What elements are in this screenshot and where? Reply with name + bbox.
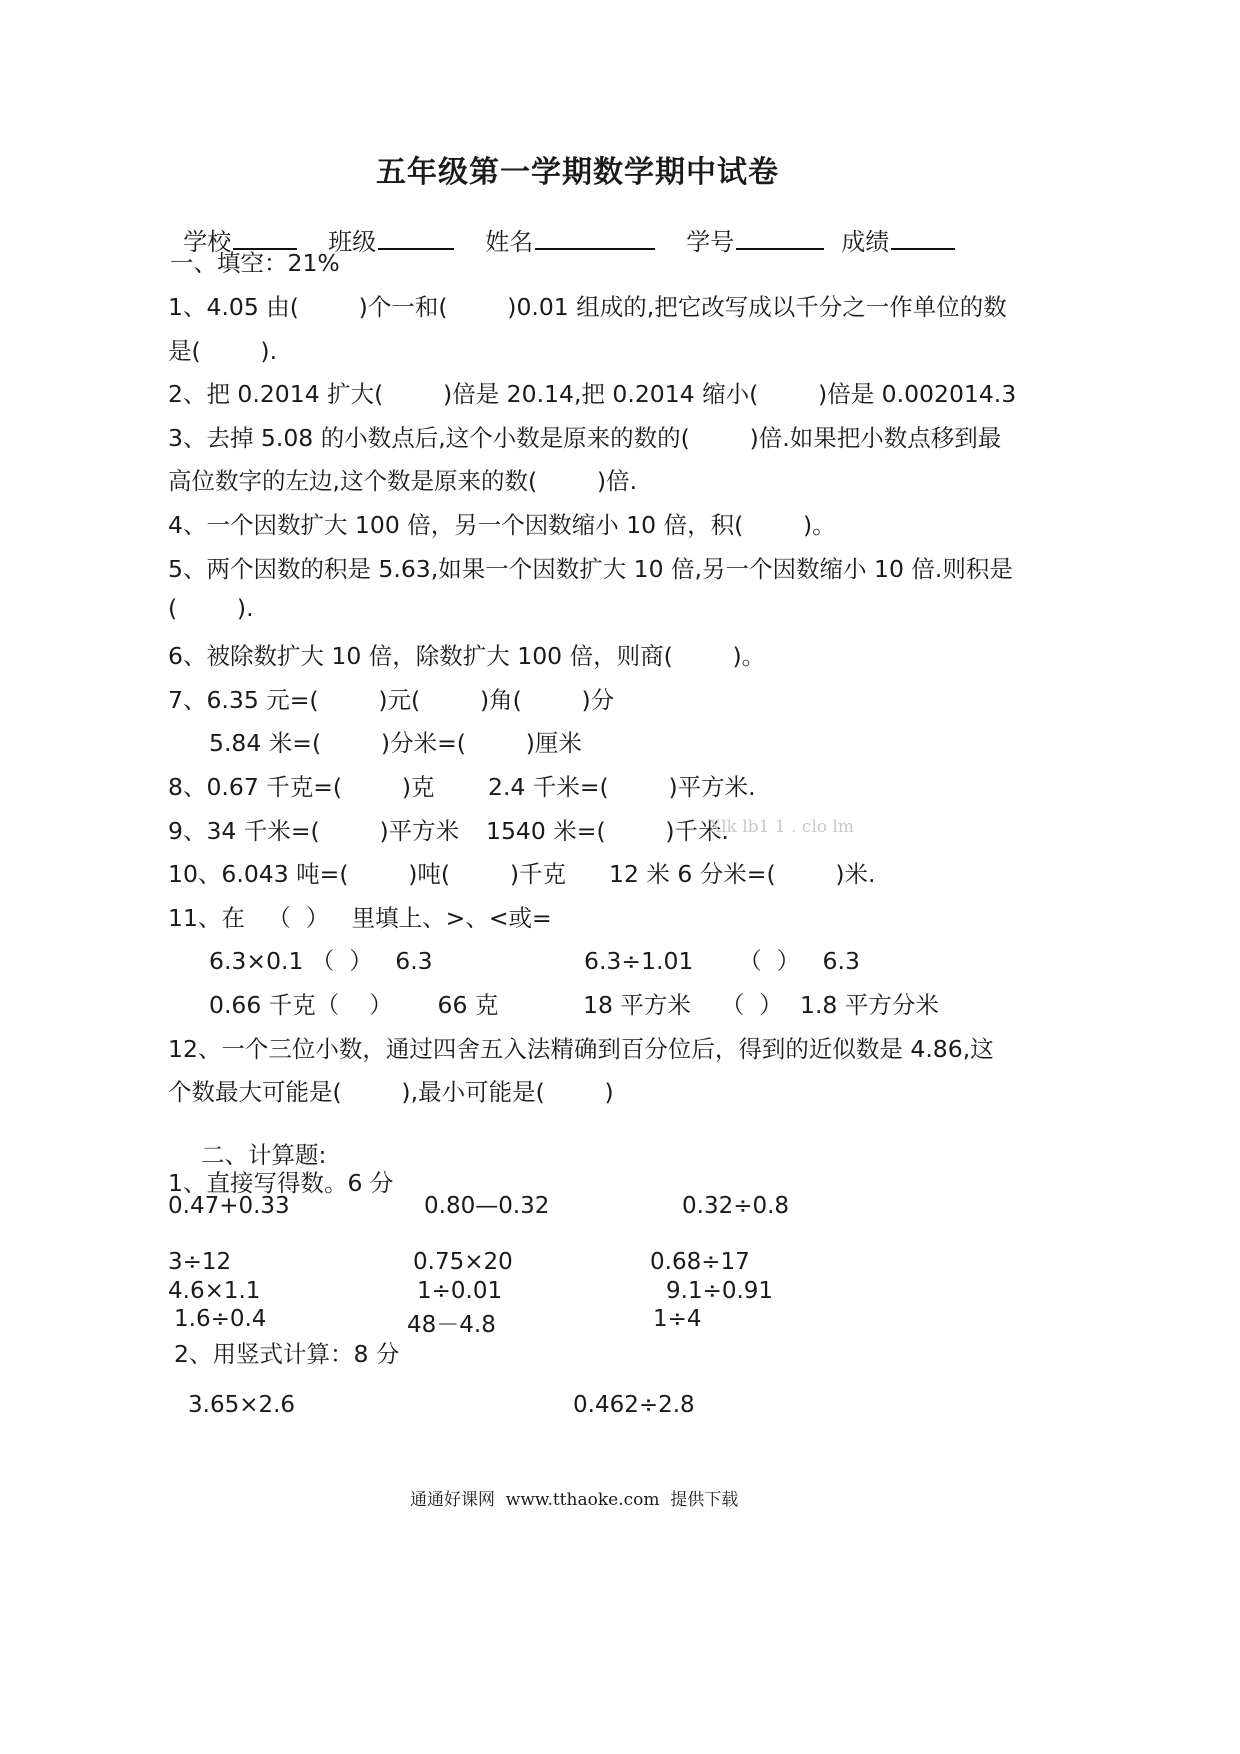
- calc-item: 0.75×20: [413, 1249, 513, 1275]
- student-number-blank[interactable]: [736, 222, 824, 250]
- question-line: 11、在 （ ） 里填上、>、<或=: [168, 904, 552, 932]
- class-blank[interactable]: [378, 222, 454, 250]
- class-label: 班级: [328, 228, 377, 256]
- question-line: 1、4.05 由( )个一和( )0.01 组成的,把它改写成以千分之一作单位的数: [168, 293, 1007, 321]
- name-blank[interactable]: [535, 222, 655, 250]
- calc-item: 48－4.8: [407, 1312, 496, 1338]
- watermark: Xlk lb1 1 . clo lm: [709, 817, 854, 837]
- section-2-heading: 二、计算题:: [201, 1141, 327, 1169]
- question-line: 2、把 0.2014 扩大( )倍是 20.14,把 0.2014 缩小( )倍是 0.002014.3: [168, 380, 1017, 408]
- question-line: 是( ).: [168, 337, 278, 365]
- student-number-field[interactable]: [671, 194, 824, 257]
- question-line: 9、34 千米=( )平方米: [168, 817, 460, 845]
- calc-item: 1.6÷0.4: [174, 1306, 267, 1332]
- question-line: 6.3÷1.01 （ ） 6.3: [584, 947, 860, 975]
- question-line: 5、两个因数的积是 5.63,如果一个因数扩大 10 倍,另一个因数缩小 10 倍.则积是: [168, 555, 1013, 583]
- calc-item: 4.6×1.1: [168, 1278, 261, 1304]
- question-line: 12 米 6 分米=( )米.: [609, 860, 876, 888]
- calc-item: 9.1÷0.91: [666, 1278, 774, 1304]
- question-line: 个数最大可能是( ),最小可能是( ): [168, 1078, 614, 1106]
- score-field[interactable]: [826, 194, 955, 257]
- question-line: 1540 米=( )千米.: [486, 817, 730, 845]
- student-number-label: 学号: [686, 228, 735, 256]
- name-label: 姓名: [485, 228, 534, 256]
- question-line: 7、6.35 元=( )元( )角( )分: [168, 686, 615, 714]
- calc-item: 1÷0.01: [417, 1278, 503, 1304]
- question-line: 0.66 千克（ ） 66 克: [209, 991, 499, 1019]
- question-line: 2.4 千米=( )平方米.: [488, 773, 756, 801]
- calc-item: 0.47+0.33: [168, 1193, 290, 1219]
- calc-item: 0.32÷0.8: [682, 1193, 790, 1219]
- calc-item: 1÷4: [653, 1306, 702, 1332]
- question-line: 1.8 平方分米: [800, 991, 939, 1019]
- calc-item: 0.68÷17: [650, 1249, 750, 1275]
- question-line: 6、被除数扩大 10 倍，除数扩大 100 倍，则商( )。: [168, 642, 766, 670]
- question-line: 5.84 米=( )分米=( )厘米: [209, 729, 582, 757]
- section-2-sub2: 2、用竖式计算：8 分: [174, 1340, 400, 1368]
- school-label: 学校: [183, 228, 232, 256]
- question-line: 12、一个三位小数，通过四舍五入法精确到百分位后，得到的近似数是 4.86,这: [168, 1035, 994, 1063]
- section-1-heading: 一、填空：21%: [170, 249, 340, 277]
- question-line: 4、一个因数扩大 100 倍，另一个因数缩小 10 倍，积( )。: [168, 511, 836, 539]
- calc-item: 0.80—0.32: [424, 1193, 550, 1219]
- vertical-calc-item: 0.462÷2.8: [573, 1392, 695, 1418]
- calc-item: 3÷12: [168, 1249, 232, 1275]
- footer: 通通好课网 www.tthaoke.com 提供下载: [410, 1490, 739, 1510]
- question-line: 18 平方米 （ ）: [583, 991, 783, 1019]
- question-line: ( ).: [168, 594, 254, 622]
- name-field[interactable]: [470, 194, 655, 257]
- score-blank[interactable]: [891, 222, 955, 250]
- question-line: 6.3×0.1 （ ） 6.3: [209, 947, 433, 975]
- question-line: 8、0.67 千克=( )克: [168, 773, 435, 801]
- vertical-calc-item: 3.65×2.6: [188, 1392, 296, 1418]
- question-line: 10、6.043 吨=( )吨( )千克: [168, 860, 567, 888]
- question-line: 高位数字的左边,这个数是原来的数( )倍.: [168, 467, 638, 495]
- section-2-sub1: 1、直接写得数。6 分: [168, 1169, 394, 1197]
- question-line: 3、去掉 5.08 的小数点后,这个小数是原来的数的( )倍.如果把小数点移到最: [168, 424, 1002, 452]
- page-title: 五年级第一学期数学期中试卷: [376, 155, 779, 190]
- score-label: 成绩: [841, 228, 890, 256]
